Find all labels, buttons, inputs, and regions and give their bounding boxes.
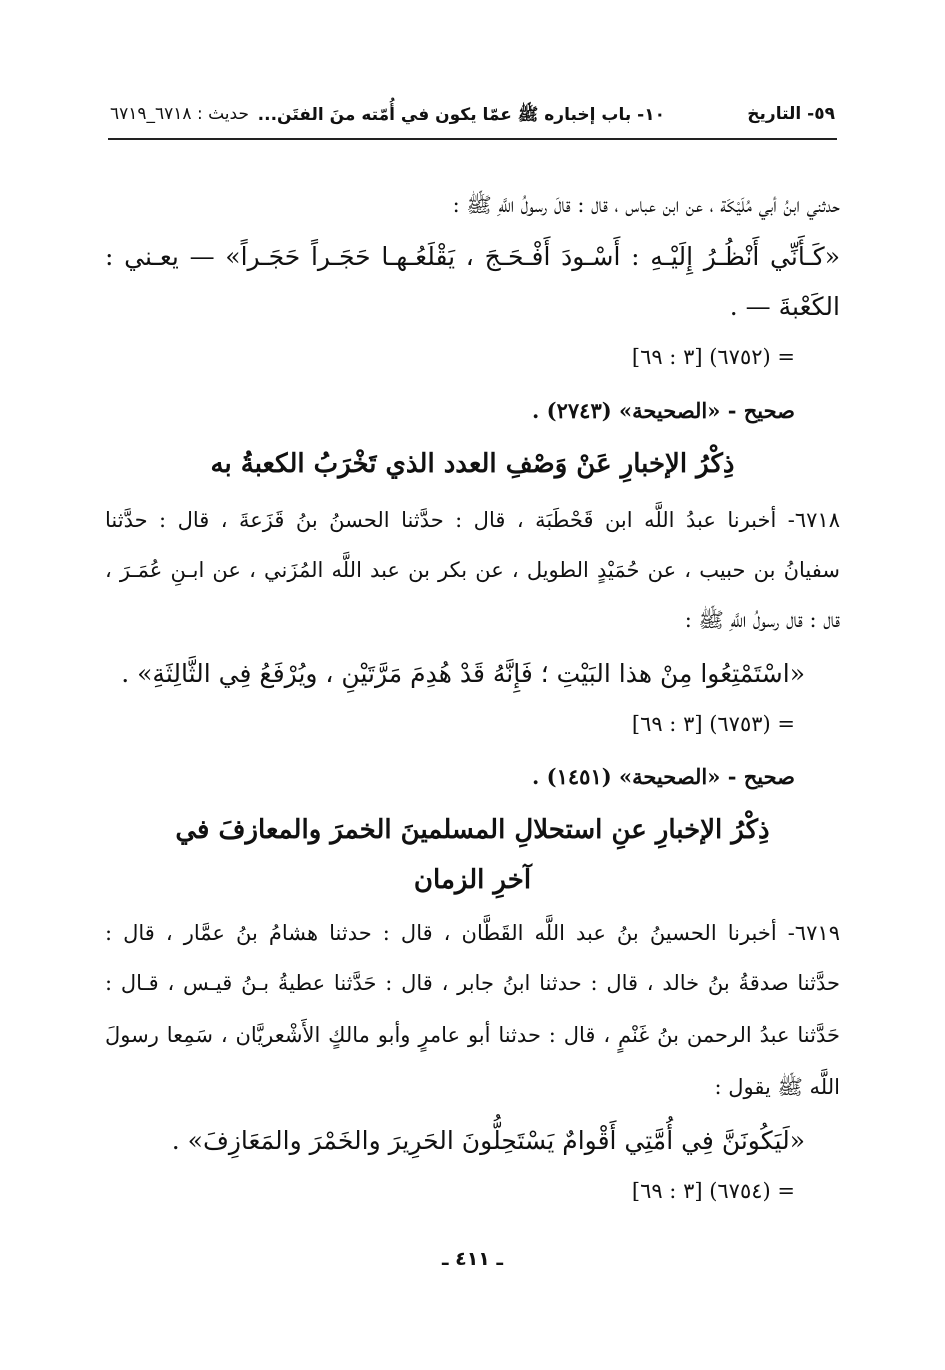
text-line: اللَّه ﷺ يقول : <box>714 1075 840 1099</box>
text-line: قال : قال رسولُ اللَّهِ ﷺ : <box>684 608 840 632</box>
running-header <box>110 104 835 132</box>
reference-line: = (٦٧٥٣) [٣ : ٦٩] <box>631 712 795 736</box>
header-title: ١٠- باب إخباره ﷺ عمّا يكون في أُمّته منَ الفتَن... <box>257 105 665 125</box>
section-heading: ذِكْرُ الإخبارِ عنِ استحلالِ المسلمينَ الخمرَ والمعازفَ في <box>175 815 770 845</box>
hadith-quote-line: «كَـأَنِّي أَنْظُـرُ إِلَيْـهِ : أَسْـودَ أَفْـحَـجَ ، يَقْلَعُـهـا حَجَـراً حَجَـراً» — يعـني : <box>105 242 840 271</box>
text-line: حَدَّثنا عبدُ الرحمن بنُ غَنْمٍ ، قال : حدثنا أبو عامرٍ وأبو مالكٍ الأَشْعريَّان ، سَمِعا رسولَ <box>105 1023 840 1047</box>
text-line: سفيانُ بن حبيب ، عن حُمَيْدٍ الطويل ، عن بكر بن عبد اللَّه المُزَني ، عن ابـنِ عُمَـرَ ، <box>105 558 840 582</box>
grading-line: صحيح - «الصحيحة» (٢٧٤٣) . <box>532 398 795 423</box>
page-number: ـ ٤١١ ـ <box>441 1248 503 1270</box>
text-line: ٦٧١٩- أخبرنا الحسينُ بنُ عبد اللَّه القَطَّان ، قال : حدثنا هشامُ بنُ عمَّار ، قال : <box>105 921 840 945</box>
text-line: حدَّثنا صدقةُ بنُ خالد ، قال : حدثنا ابنُ جابر ، قال : حَدَّثنا عطيةُ بـنُ قيـس ، قـال : <box>105 971 840 995</box>
hadith-quote-line: «اسْتَمْتِعُوا مِنْ هذا البَيْتِ ؛ فَإِنَّهُ قَدْ هُدِمَ مَرَّتَيْنِ ، ويُرْفَعُ فِي الثَّالِثَةِ» . <box>121 659 805 688</box>
hadith-quote-line: «لَيَكُونَنَّ فِي أُمَّتِي أَقْوامٌ يَسْتَحِلُّونَ الحَرِيرَ والخَمْرَ والمَعَازِفَ» . <box>171 1126 805 1155</box>
hadith-quote-line: الكَعْبةَ — . <box>729 292 840 321</box>
reference-line: = (٦٧٥٤) [٣ : ٦٩] <box>631 1179 795 1203</box>
section-heading: ذِكْرُ الإخبارِ عَنْ وَصْفِ العدد الذي تَخْرَبُ الكعبةُ به <box>210 449 735 479</box>
header-chapter: ٥٩- التاريخ <box>747 104 835 124</box>
section-heading: آخرِ الزمان <box>413 865 532 895</box>
text-line: حدثني ابنُ أبي مُلَيْكَة ، عن ابن عباس ، قال : قالَ رسولُ اللَّهِ ﷺ : <box>452 193 840 217</box>
grading-line: صحيح - «الصحيحة» (١٤٥١) . <box>532 764 795 789</box>
header-divider <box>108 138 837 140</box>
reference-line: = (٦٧٥٢) [٣ : ٦٩] <box>631 345 795 369</box>
text-line: ٦٧١٨- أخبرنا عبدُ اللَّه ابن قَحْطَبَة ، قال : حدَّثنا الحسنُ بنُ قَزَعةَ ، قال : حدَّثنا <box>105 508 840 532</box>
header-hadith-range: حديث : ٦٧١٨_٦٧١٩ <box>110 104 249 124</box>
